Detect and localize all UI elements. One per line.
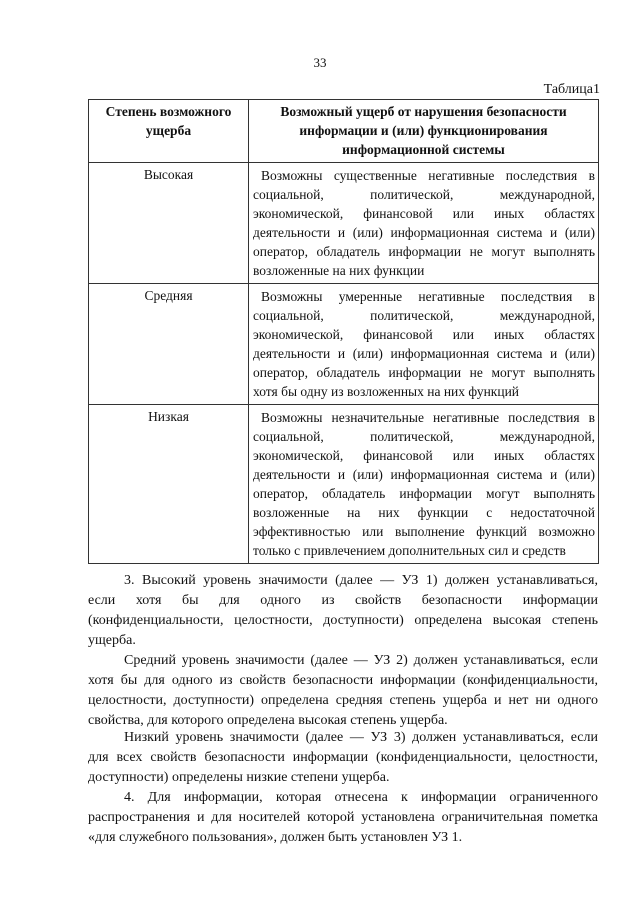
paragraph-line: целостности, доступности) определена средняя степень ущерба и нет ни одного [88,693,598,708]
description-line: деятельности и (или) информационная система и (или) [253,346,595,361]
description-line: возложенные на них функции [253,263,425,278]
damage-table [88,99,599,564]
table-caption: Таблица1 [543,82,600,97]
header-line: информационной системы [342,142,505,157]
paragraph-low-significance [88,728,598,788]
paragraph-line: (конфиденциальности, целостности, доступности) определена высокая степень [88,613,598,628]
table-row [89,163,599,284]
description-line: оператор, обладатель информации не могут выполнять [253,365,595,380]
paragraph-restricted-info [88,788,598,848]
header-line: Степень возможного [105,104,232,119]
header-line: Возможный ущерб от нарушения безопасности [280,104,567,119]
header-damage-level [89,100,249,163]
paragraph-line: свойства, для которого определена высокая степень ущерба. [88,713,448,728]
description-line: социальной, политической, международной, [253,308,595,323]
level-cell: Средняя [89,284,249,405]
header-possible-damage [249,100,599,163]
paragraph-line: для всех свойств безопасности информации (конфиденциальности, целостности, [88,750,598,765]
description-line: оператор, обладатель информации могут выполнять [253,486,595,501]
description-line: только с привлечением дополнительных сил и средств [253,543,566,558]
page-number: 33 [313,55,327,70]
paragraph-high-significance [88,571,598,651]
level-cell: Низкая [89,405,249,564]
description-line: деятельности и (или) информационная система и (или) [253,467,595,482]
description-line: экономической, финансовой или иных областях [253,206,595,221]
description-line: социальной, политической, международной, [253,429,595,444]
paragraph-medium-significance [88,651,598,731]
paragraph-line: если хотя бы для одного из свойств безопасности информации [88,593,598,608]
description-cell [249,405,599,564]
description-line: эффективностью или выполнение функций возможно [253,524,595,539]
description-line: экономической, финансовой или иных областях [253,327,595,342]
description-line: оператор, обладатель информации не могут выполнять [253,244,595,259]
table-row [89,405,599,564]
description-line: Возможны существенные негативные последствия в [261,168,595,183]
description-cell [249,163,599,284]
description-cell [249,284,599,405]
table-row [89,284,599,405]
paragraph-line: 4. Для информации, которая отнесена к информации ограниченного [124,790,598,805]
description-line: деятельности и (или) информационная система и (или) [253,225,595,240]
description-line: Возможны умеренные негативные последствия в [261,289,595,304]
paragraph-line: Средний уровень значимости (далее — УЗ 2) должен устанавливаться, если [124,653,598,668]
paragraph-line: ущерба. [88,633,136,648]
description-line: возложенные на них функции с недостаточной [253,505,595,520]
paragraph-line: распространения и для носителей которой установлена ограничительная пометка [88,810,598,825]
description-line: хотя бы одну из возложенных на них функций [253,384,520,399]
level-cell: Высокая [89,163,249,284]
paragraph-line: Низкий уровень значимости (далее — УЗ 3) должен устанавливаться, если [124,730,598,745]
paragraph-line: доступности) определены низкие степени ущерба. [88,770,390,785]
paragraph-line: хотя бы для одного из свойств безопасности информации (конфиденциальности, [88,673,598,688]
paragraph-line: «для служебного пользования», должен быть установлен УЗ 1. [88,830,463,845]
header-line: ущерба [145,123,192,138]
description-line: экономической, финансовой или иных областях [253,448,595,463]
header-line: информации и (или) функционирования [299,123,548,138]
paragraph-line: 3. Высокий уровень значимости (далее — УЗ 1) должен устанавливаться, [124,573,598,588]
description-line: Возможны незначительные негативные последствия в [261,410,595,425]
table-header-row [89,100,599,163]
description-line: социальной, политической, международной, [253,187,595,202]
